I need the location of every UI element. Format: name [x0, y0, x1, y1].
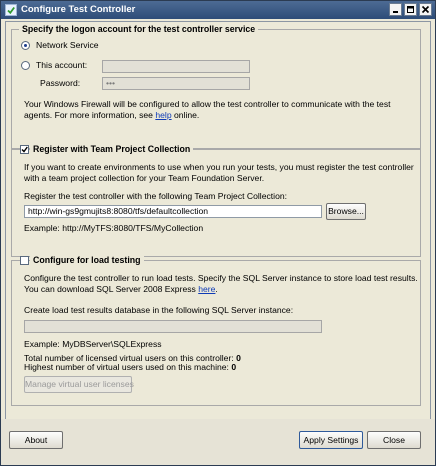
- collection-example: Example: http://MyTFS:8080/TFS/MyCollection: [24, 223, 204, 233]
- dialog-client-area: [5, 21, 431, 439]
- close-window-button[interactable]: [419, 3, 432, 16]
- network-service-radio[interactable]: [21, 41, 30, 50]
- minimize-icon: [390, 4, 401, 15]
- highest-users-count: 0: [231, 362, 237, 372]
- checkmark-icon: [21, 146, 28, 153]
- sql-instance-label: Create load test results database in the following SQL Server instance:: [24, 305, 294, 315]
- register-description: If you want to create environments to use when you run your tests, you must register the test controller with a team project collection for your Team Foundation Server.: [24, 162, 414, 183]
- this-account-label: This account:: [36, 60, 88, 70]
- this-account-radio[interactable]: [21, 61, 30, 70]
- sql-instance-input[interactable]: [24, 320, 322, 333]
- password-field[interactable]: •••: [102, 77, 250, 90]
- collection-label: Register the test controller with the following Team Project Collection:: [24, 191, 288, 201]
- browse-button[interactable]: Browse...: [326, 203, 366, 220]
- window-title: Configure Test Controller: [21, 4, 136, 15]
- licensed-users-text: Total number of licensed virtual users on this controller: 0: [24, 353, 241, 363]
- licensed-users-count: 0: [236, 353, 241, 363]
- firewall-info-text: Your Windows Firewall will be configured to allow the test controller to communicate with the test agents. For more information, see help online.: [24, 99, 391, 120]
- register-group-title: Register with Team Project Collection: [30, 144, 193, 155]
- sql-instance-example: Example: MyDBServer\SQLExpress: [24, 339, 162, 349]
- account-name-field[interactable]: [102, 60, 250, 73]
- manage-licenses-button[interactable]: Manage virtual user licenses: [24, 376, 132, 393]
- network-service-label: Network Service: [36, 40, 99, 50]
- download-here-link[interactable]: here: [198, 284, 216, 294]
- maximize-button[interactable]: [404, 3, 417, 16]
- dialog-footer: [1, 419, 435, 465]
- app-icon: [5, 4, 17, 16]
- load-description: Configure the test controller to run load tests. Specify the SQL Server instance to store load test results. You can download SQL Server 2008 Express here.: [24, 273, 418, 294]
- load-testing-group: [11, 255, 421, 406]
- collection-url-input[interactable]: http://win-gs9gmujits8:8080/tfs/defaultcollection: [24, 205, 322, 218]
- logon-account-group: [11, 24, 421, 149]
- password-label: Password:: [40, 78, 81, 88]
- about-button[interactable]: About: [9, 431, 63, 449]
- close-button[interactable]: Close: [367, 431, 421, 449]
- load-testing-checkbox[interactable]: [20, 256, 29, 265]
- close-icon: [420, 4, 431, 15]
- highest-users-text: Highest number of virtual users used on this machine: 0: [24, 362, 237, 372]
- help-link[interactable]: help: [155, 110, 172, 120]
- minimize-button[interactable]: [389, 3, 402, 16]
- load-group-title: Configure for load testing: [30, 255, 144, 266]
- apply-settings-button[interactable]: Apply Settings: [299, 431, 363, 449]
- maximize-icon: [405, 4, 416, 15]
- title-bar[interactable]: [1, 1, 435, 19]
- register-checkbox[interactable]: [20, 145, 29, 154]
- logon-group-title: Specify the logon account for the test controller service: [19, 24, 258, 35]
- register-collection-group: [11, 144, 421, 257]
